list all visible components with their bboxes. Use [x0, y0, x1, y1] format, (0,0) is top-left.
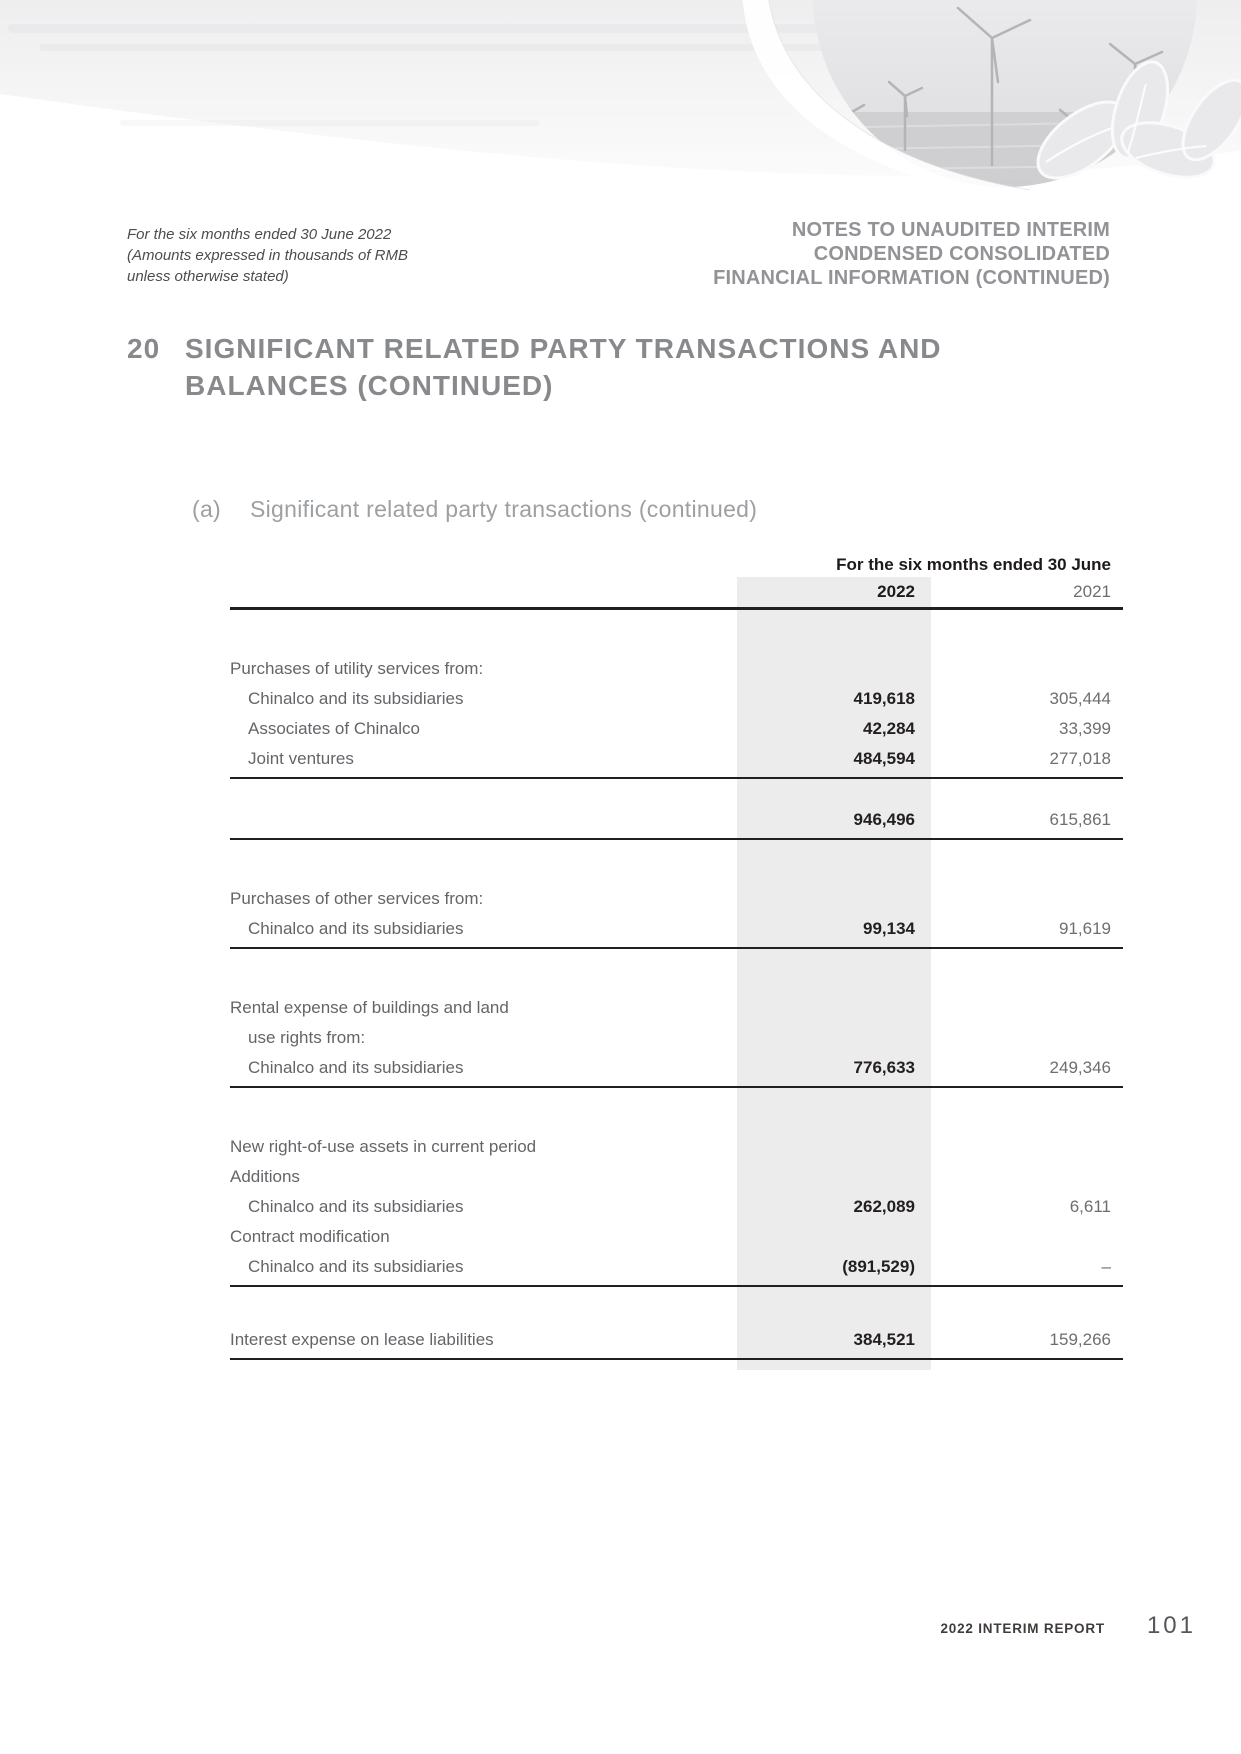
table-body — [230, 610, 1123, 1360]
table-year-header — [230, 577, 1123, 607]
table-spacer — [230, 1287, 1123, 1325]
value-2022: 776,633 — [853, 1058, 915, 1077]
value-2022 — [737, 1162, 931, 1192]
period-note-line1: For the six months ended 30 June 2022 — [127, 226, 392, 243]
page-title-line2: CONDENSED CONSOLIDATED — [813, 243, 1110, 265]
row-label: Rental expense of buildings and land — [230, 998, 509, 1017]
table-row — [230, 884, 1123, 914]
section-title-line2: BALANCES (CONTINUED) — [185, 370, 554, 401]
table-spacer — [230, 1088, 1123, 1132]
table-row — [230, 1252, 1123, 1282]
value-2022: 484,594 — [853, 749, 915, 768]
table-rule — [230, 947, 1123, 949]
value-2022: 262,089 — [853, 1197, 915, 1216]
row-label: New right-of-use assets in current period — [230, 1137, 537, 1156]
value-2021 — [931, 654, 1123, 684]
page-title-line1: NOTES TO UNAUDITED INTERIM — [791, 219, 1110, 241]
row-label: Contract modification — [230, 1227, 390, 1246]
value-2022 — [737, 1222, 931, 1252]
section-title — [185, 330, 1127, 404]
table-rule — [230, 838, 1123, 840]
value-2021: – — [1101, 1257, 1111, 1276]
value-2021: 277,018 — [1049, 749, 1111, 768]
row-label: Purchases of other services from: — [230, 889, 484, 908]
value-2022: 384,521 — [853, 1330, 915, 1349]
table-row — [230, 914, 1123, 944]
row-label: Chinalco and its subsidiaries — [248, 1058, 464, 1077]
table-row — [230, 684, 1123, 714]
column-header-2022: 2022 — [877, 582, 915, 601]
row-label: Chinalco and its subsidiaries — [248, 1257, 464, 1276]
table-row — [230, 1132, 1123, 1162]
table-rule — [230, 1086, 1123, 1088]
row-label: Chinalco and its subsidiaries — [248, 1197, 464, 1216]
table-rule — [230, 777, 1123, 779]
table-row — [230, 714, 1123, 744]
row-label: Purchases of utility services from: — [230, 659, 484, 678]
value-2021: 6,611 — [1069, 1197, 1111, 1216]
footer-page-number: 101 — [1146, 1612, 1196, 1639]
row-label — [230, 805, 737, 835]
page-title — [713, 218, 1110, 290]
value-2022 — [737, 1132, 931, 1162]
value-2022: 946,496 — [853, 810, 915, 829]
value-2021: 91,619 — [1059, 919, 1111, 938]
value-2021: 615,861 — [1049, 810, 1111, 829]
value-2021: 305,444 — [1049, 689, 1111, 708]
page-footer — [940, 1612, 1196, 1640]
page-title-line3: FINANCIAL INFORMATION (CONTINUED) — [713, 267, 1110, 289]
value-2021: 33,399 — [1059, 719, 1111, 738]
table-row — [230, 1222, 1123, 1252]
value-2021 — [931, 1162, 1123, 1192]
value-2022 — [737, 654, 931, 684]
table-rule — [230, 1285, 1123, 1287]
value-2021 — [931, 1132, 1123, 1162]
year-header-spacer — [230, 577, 737, 607]
value-2022: 419,618 — [853, 689, 915, 708]
section-number: 20 — [127, 333, 161, 364]
value-2021 — [931, 993, 1123, 1023]
value-2022: 99,134 — [863, 919, 915, 938]
table-row — [230, 1325, 1123, 1355]
value-2022: 42,284 — [863, 719, 915, 738]
table-row — [230, 993, 1123, 1023]
table-spacer — [230, 779, 1123, 805]
table-spacer — [230, 610, 1123, 654]
row-label: Chinalco and its subsidiaries — [248, 689, 464, 708]
table-spacer — [230, 949, 1123, 993]
row-label: Joint ventures — [248, 749, 354, 768]
row-label: Associates of Chinalco — [248, 719, 420, 738]
period-note — [127, 224, 408, 287]
row-label: Interest expense on lease liabilities — [230, 1330, 494, 1349]
table-row — [230, 1023, 1123, 1053]
subsection-title: Significant related party transactions (continued) — [250, 496, 758, 522]
table-row — [230, 1053, 1123, 1083]
table-row — [230, 1192, 1123, 1222]
table-row — [230, 1162, 1123, 1192]
period-note-line3: unless otherwise stated) — [127, 268, 289, 285]
value-2021 — [931, 1023, 1123, 1053]
value-2021: 249,346 — [1049, 1058, 1111, 1077]
table-row — [230, 744, 1123, 774]
header-decoration — [0, 0, 1241, 195]
row-label: Chinalco and its subsidiaries — [248, 919, 464, 938]
table-row — [230, 805, 1123, 835]
transactions-table — [230, 553, 1123, 1370]
value-2021 — [931, 1222, 1123, 1252]
table-top-rule — [230, 607, 1123, 610]
column-header-2021: 2021 — [1073, 582, 1111, 601]
row-label: use rights from: — [248, 1028, 366, 1047]
value-2022 — [737, 884, 931, 914]
period-note-line2: (Amounts expressed in thousands of RMB — [127, 247, 408, 264]
value-2022 — [737, 1023, 931, 1053]
footer-report-label: 2022 INTERIM REPORT — [940, 1621, 1105, 1636]
value-2021: 159,266 — [1049, 1330, 1111, 1349]
row-label: Additions — [230, 1167, 300, 1186]
section-title-line1: SIGNIFICANT RELATED PARTY TRANSACTIONS AND — [185, 333, 942, 364]
subsection-heading — [192, 496, 1142, 523]
section-heading — [127, 330, 1127, 404]
value-2022 — [737, 993, 931, 1023]
value-2021 — [931, 884, 1123, 914]
table-row — [230, 654, 1123, 684]
table-spacer — [230, 840, 1123, 884]
subsection-label: (a) — [192, 496, 222, 522]
table-period-header: For the six months ended 30 June — [836, 555, 1111, 574]
value-2022: (891,529) — [842, 1257, 915, 1276]
table-rule — [230, 1358, 1123, 1360]
